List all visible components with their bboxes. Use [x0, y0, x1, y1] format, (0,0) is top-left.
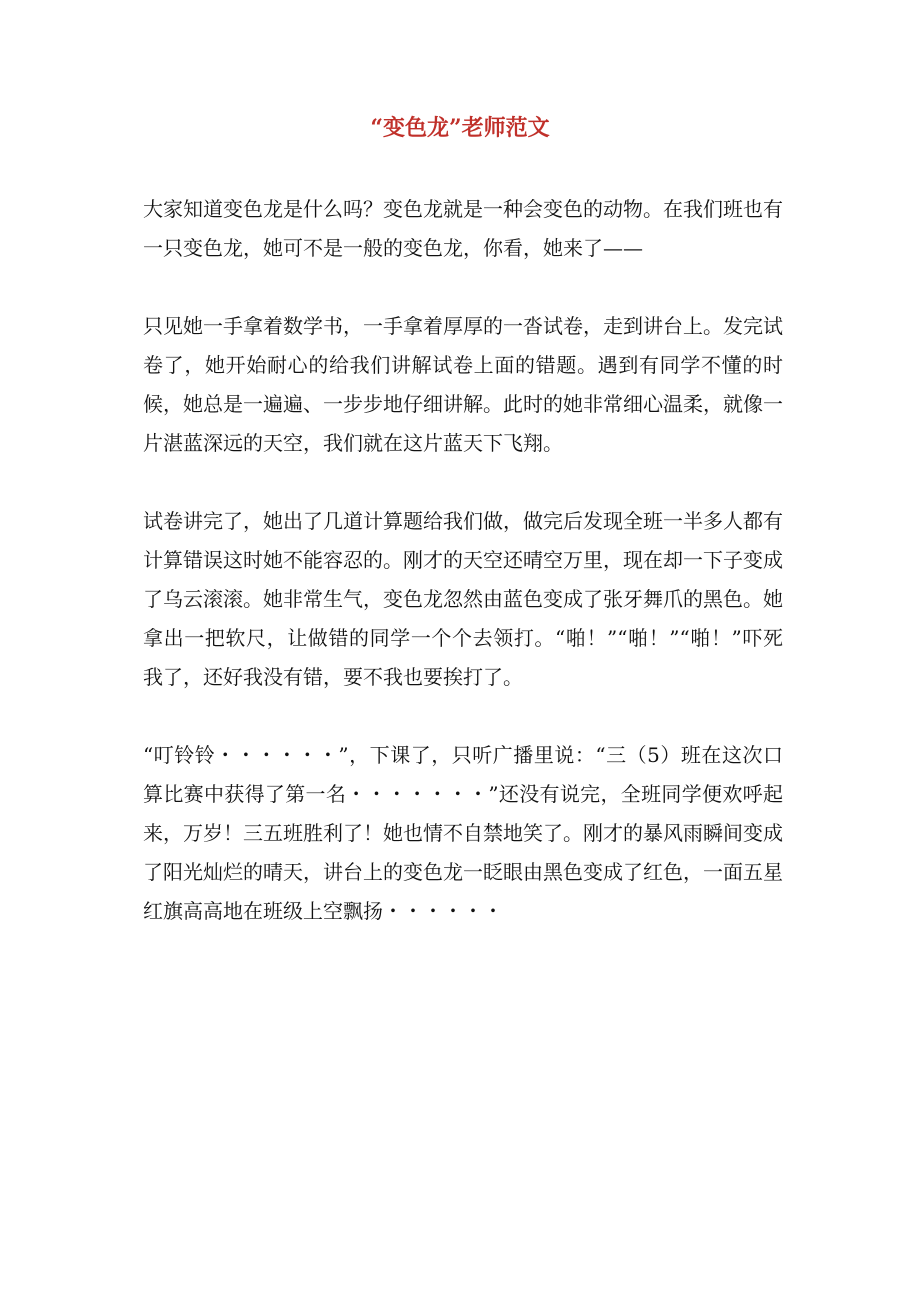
document-body	[143, 190, 783, 931]
paragraph-1: 大家知道变色龙是什么吗？变色龙就是一种会变色的动物。在我们班也有一只变色龙，她可不是一般的变色龙，你看，她来了——	[143, 197, 783, 260]
paragraph-2: 只见她一手拿着数学书，一手拿着厚厚的一沓试卷，走到讲台上。发完试卷了，她开始耐心的给我们讲解试卷上面的错题。遇到有同学不懂的时候，她总是一遍遍、一步步地仔细讲解。此时的她非常细心温柔，就像一片湛蓝深远的天空，我们就在这片蓝天下飞翔。	[143, 314, 783, 455]
paragraph-3: 试卷讲完了，她出了几道计算题给我们做，做完后发现全班一半多人都有计算错误这时她不能容忍的。刚才的天空还晴空万里，现在却一下子变成了乌云滚滚。她非常生气，变色龙忽然由蓝色变成了张牙舞爪的黑色。她拿出一把软尺，让做错的同学一个个去领打。“啪！”“啪！”“啪！”吓死我了，还好我没有错，要不我也要挨打了。	[143, 509, 783, 689]
document-title: “变色龙”老师范文	[370, 115, 550, 141]
paragraph-4: “叮铃铃・・・・・・”，下课了，只听广播里说：“三（5）班在这次口算比赛中获得了第一名・・・・・・・”还没有说完，全班同学便欢呼起来，万岁！三五班胜利了！她也情不自禁地笑了。刚才的暴风雨瞬间变成了阳光灿烂的晴天，讲台上的变色龙一眨眼由黑色变成了红色，一面五星红旗高高地在班级上空飘扬・・・・・・	[143, 743, 783, 923]
